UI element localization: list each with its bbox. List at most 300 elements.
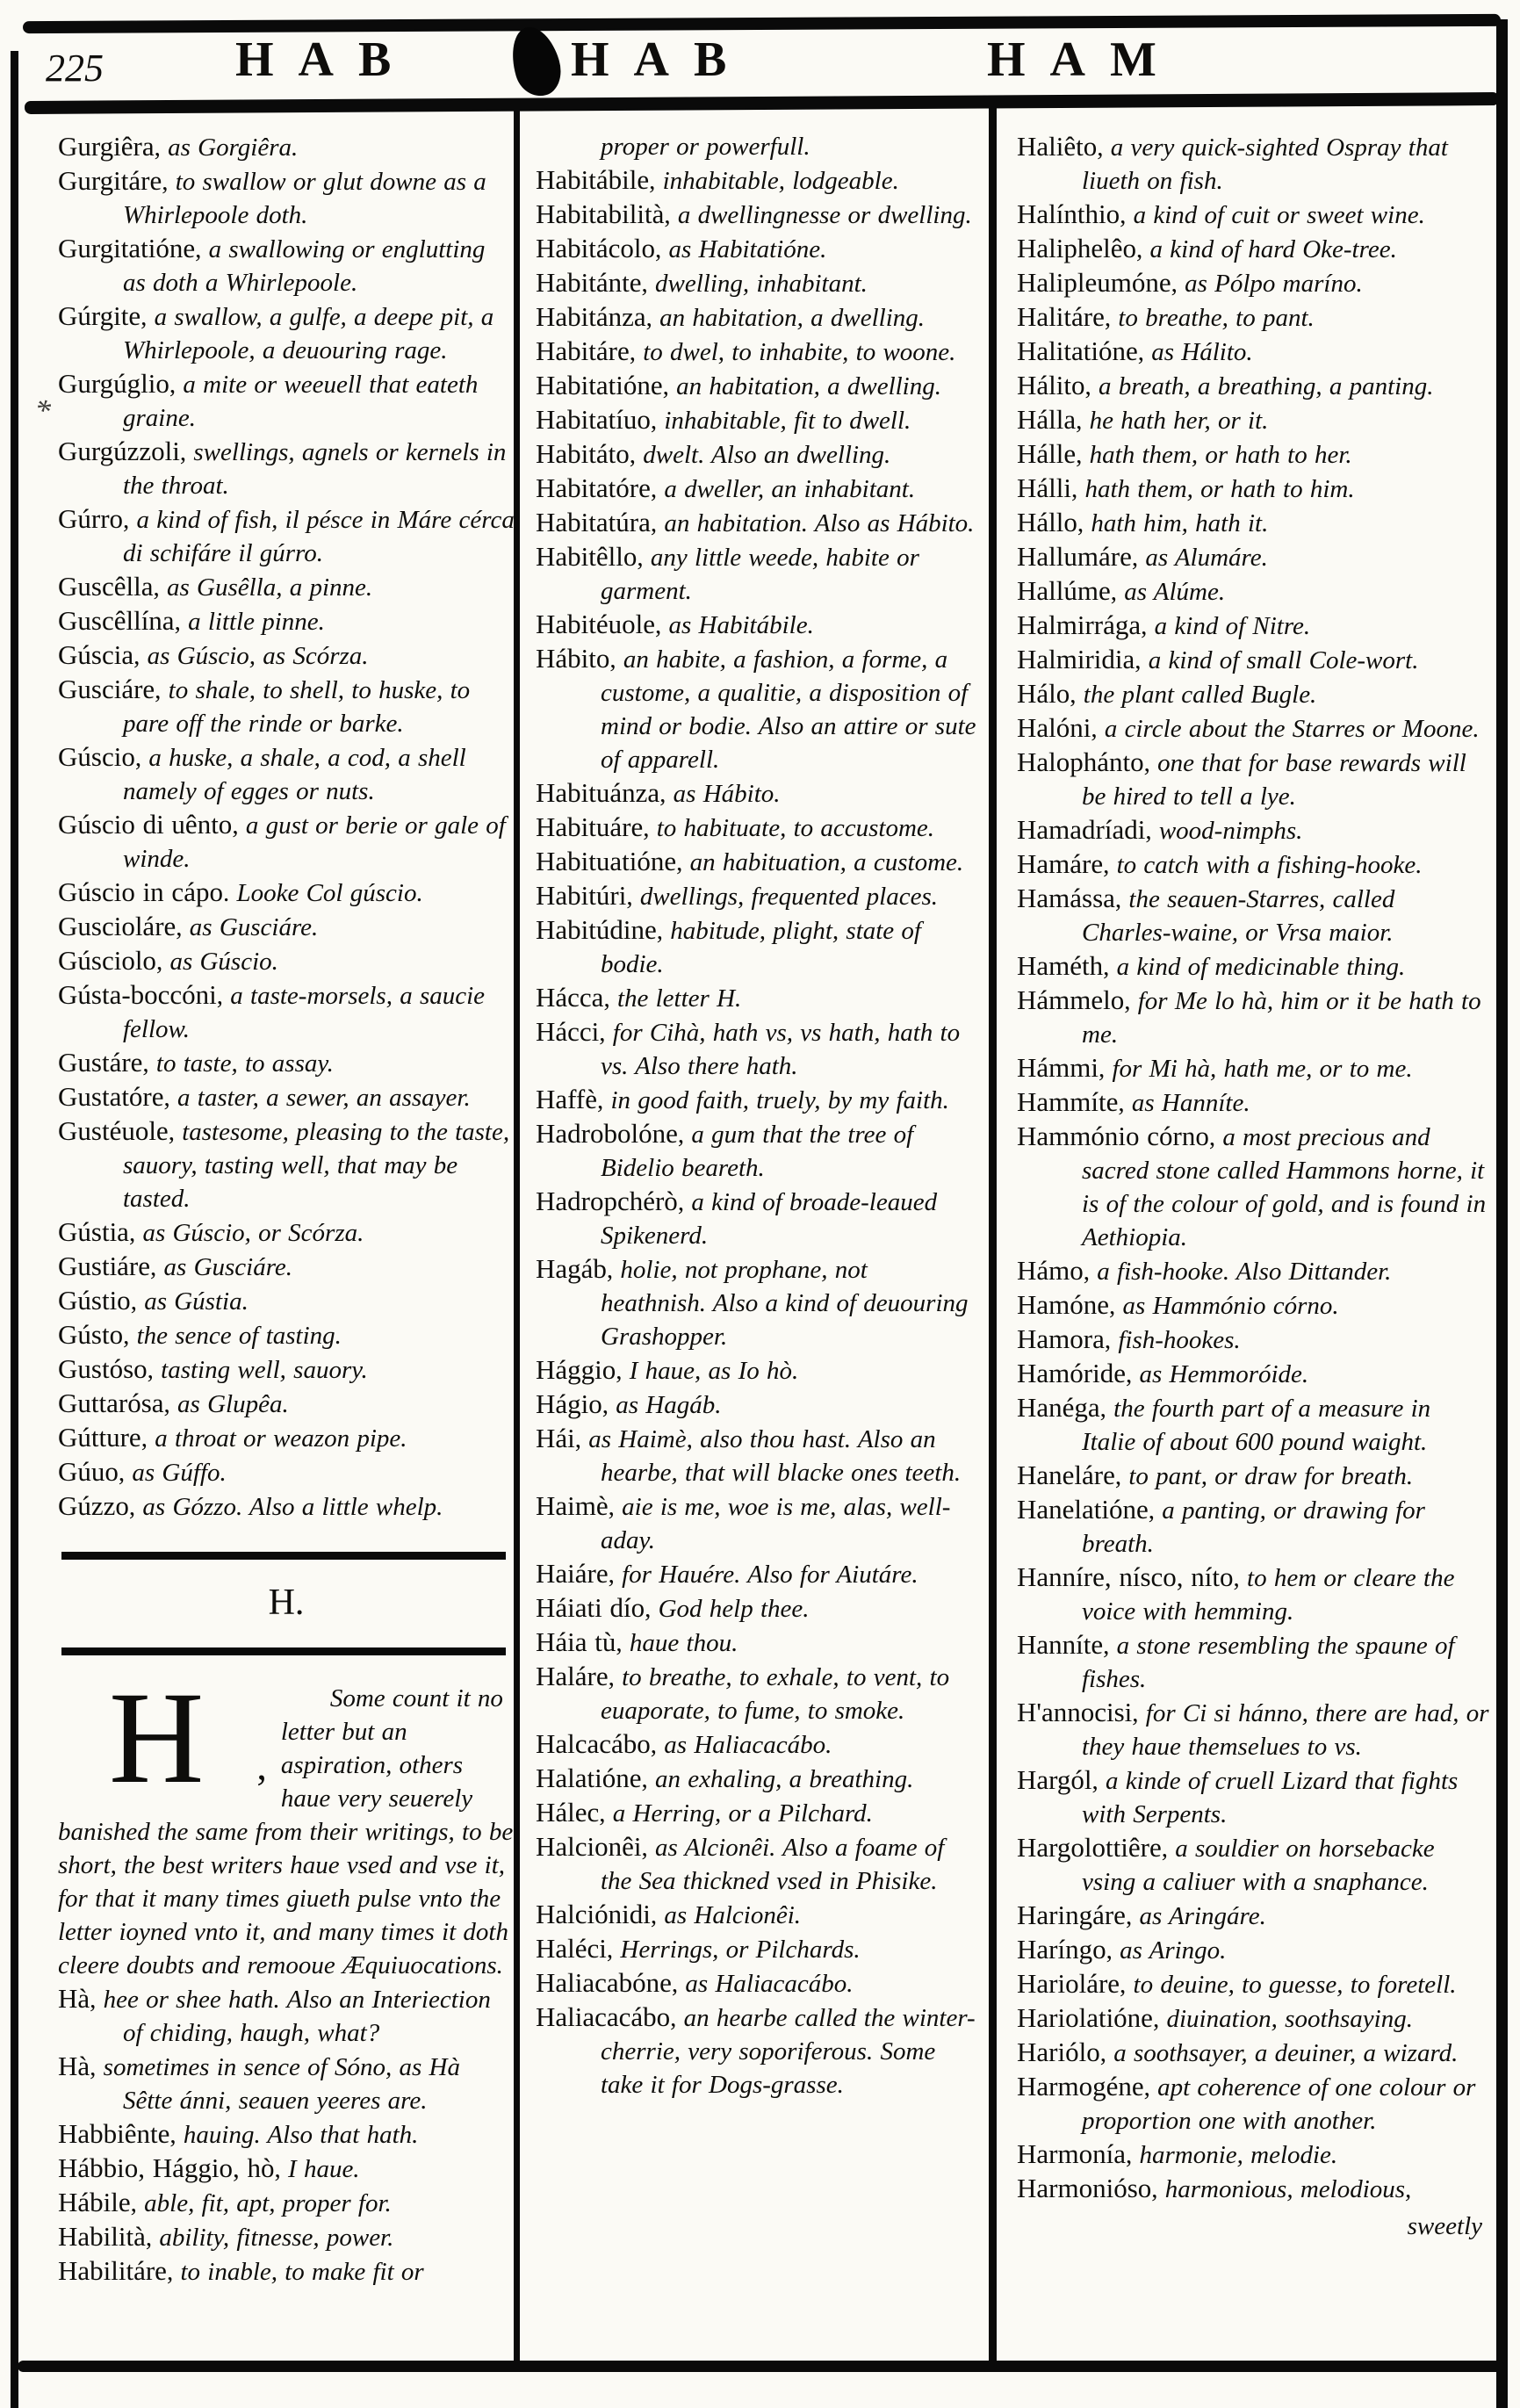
entry-definition: as Habitábile.: [668, 611, 814, 639]
entry-headword: Habitácolo: [536, 233, 656, 263]
entry: [58, 1421, 515, 1455]
entry-headword: Gustiáre: [58, 1251, 151, 1281]
entry-headword: Hálle: [1017, 438, 1077, 469]
entry-definition: as Alumáre.: [1145, 544, 1268, 572]
entry-definition: the sence of tasting.: [136, 1322, 342, 1350]
entry-definition: a kind of broade-leaued Spikenerd.: [601, 1188, 938, 1250]
entry-separator: ,: [616, 1357, 630, 1385]
entry: [536, 608, 979, 642]
entry-separator: ,: [629, 441, 644, 469]
entry-separator: ,: [1143, 2073, 1158, 2102]
entry: [58, 1284, 515, 1318]
entry-headword: Haliacacábo: [536, 2001, 671, 2032]
entry-separator: ,: [1124, 987, 1138, 1015]
entry-separator: ,: [123, 1322, 137, 1350]
entry-definition: wood-nimphs.: [1158, 817, 1303, 845]
entry-definition: as Habitatióne.: [668, 235, 827, 263]
entry-separator: ,: [163, 1084, 178, 1112]
entry-headword: Gusciáre: [58, 674, 155, 704]
entry: [1017, 711, 1489, 746]
entry-separator: ,: [606, 1936, 621, 1964]
entry-headword: Hamáre: [1017, 848, 1104, 879]
entry-headword: Halciónidi: [536, 1899, 651, 1929]
entry-separator: .: [222, 879, 237, 907]
entry-headword: Gúscio di uênto: [58, 809, 233, 840]
entry-separator: ,: [1071, 475, 1085, 503]
entry-separator: ,: [1132, 1699, 1146, 1727]
entry-headword: Hálito: [1017, 370, 1085, 400]
entry: [536, 776, 979, 811]
entry-definition: the seauen-Starres, called Charles-waine, or Vrsa maior.: [1082, 885, 1395, 947]
entry-separator: ,: [1083, 1258, 1098, 1286]
entry: [536, 300, 979, 335]
entry: [58, 876, 515, 910]
entry-headword: Haringáre: [1017, 1900, 1126, 1930]
entry-definition: hauing. Also that hath.: [183, 2121, 419, 2149]
entry-headword: Halitatióne: [1017, 335, 1138, 366]
entry-definition: a dwellingnesse or dwelling.: [677, 201, 972, 229]
entry-headword: Hálec: [536, 1797, 600, 1828]
entry-separator: ,: [1110, 578, 1125, 606]
header-title-left: HAB: [235, 32, 416, 87]
entry-headword: Habituatióne: [536, 846, 677, 876]
entry-headword: Gúuo: [58, 1456, 119, 1487]
entry-separator: ,: [176, 913, 190, 941]
entry-headword: Habitatióne: [536, 370, 663, 400]
entry-definition: hath them, or hath to her.: [1089, 441, 1352, 469]
entry: [58, 1080, 515, 1114]
entry-headword: Habitéuole: [536, 609, 656, 639]
entry-definition: a dweller, an inhabitant.: [664, 475, 916, 503]
entry-separator: ,: [641, 270, 656, 298]
entry-definition: a gum that the tree of Bidelio beareth.: [601, 1121, 914, 1182]
entry-separator: ,: [1145, 817, 1159, 845]
entry-separator: ,: [1148, 1496, 1163, 1525]
entry-definition: as Gúffo.: [132, 1459, 227, 1487]
entry: [536, 1660, 979, 1727]
entry-headword: Hámmelo: [1017, 984, 1125, 1015]
entry-headword: Gustóso: [58, 1353, 148, 1384]
entry: [1017, 1763, 1489, 1831]
entry-headword: Hamadríadi: [1017, 814, 1146, 845]
entry: [1017, 1051, 1489, 1085]
page-number: 225: [46, 47, 104, 90]
entry-headword: Gustatóre: [58, 1081, 164, 1112]
entry-separator: ,: [169, 371, 184, 399]
entry-headword: Habitábile: [536, 164, 650, 195]
entry-definition: a very quick-sighted Ospray that liueth on fish.: [1082, 133, 1448, 195]
entry-separator: ,: [1104, 304, 1119, 332]
entry-separator: ,: [166, 2258, 181, 2286]
entry: [1017, 1696, 1489, 1763]
entry-separator: ,: [608, 1561, 623, 1589]
entry: [536, 506, 979, 540]
entry-separator: ,: [154, 133, 169, 162]
entry-definition: to breathe, to exhale, to vent, to euaporate, to fume, to smoke.: [601, 1663, 950, 1725]
entry-definition: a kind of fish, il pésce in Máre cérca di schifáre il gúrro.: [123, 506, 515, 567]
entry-headword: Gústia: [58, 1216, 129, 1247]
entry-definition: to pant, or draw for breath.: [1128, 1462, 1414, 1490]
entry: [1017, 574, 1489, 609]
entry-definition: a gust or berie or gale of winde.: [123, 811, 506, 873]
entry-separator: ,: [1141, 612, 1155, 640]
entry-definition: the fourth part of a measure in Italie of about 600 pound waight.: [1082, 1395, 1431, 1456]
entry: [58, 673, 515, 740]
entry-separator: ,: [1099, 1395, 1114, 1423]
entry-headword: Haffè: [536, 1084, 597, 1114]
entry-headword: Hà: [58, 1983, 90, 2014]
entry: [58, 1250, 515, 1284]
entry: [58, 299, 515, 367]
entry: [58, 2050, 515, 2117]
entry-definition: as Hábito.: [673, 780, 781, 808]
entry: [1017, 2172, 1489, 2206]
entry: [1017, 609, 1489, 643]
entry: [58, 740, 515, 808]
entry-definition: a Herring, or a Pilchard.: [612, 1799, 873, 1828]
entry: [58, 1982, 515, 2050]
entry-headword: Habitúri: [536, 880, 627, 911]
entry-definition: to shale, to shell, to huske, to pare off the rinde or barke.: [123, 676, 471, 738]
entry-definition: as Gusciáre.: [163, 1253, 293, 1281]
entry-definition: to hem or cleare the voice with hemming.: [1082, 1564, 1455, 1626]
entry-headword: Hariolatióne: [1017, 2002, 1153, 2033]
entry-definition: an habituation, a custome.: [689, 848, 964, 876]
entry-headword: Habbiênte: [58, 2118, 170, 2149]
entry-definition: swellings, agnels or kernels in the throat.: [123, 438, 507, 500]
entry-headword: Haliphelêo: [1017, 233, 1137, 263]
entry: [58, 2186, 515, 2220]
entry: [58, 638, 515, 673]
entry-headword: Habituáre: [536, 811, 644, 842]
entry-headword: Habitatúra: [536, 507, 651, 537]
entry-separator: ,: [664, 201, 678, 229]
entry-headword: Hábito: [536, 643, 610, 674]
entry: [58, 944, 515, 978]
entry-definition: a swallow, a gulfe, a deepe pit, a Whirlepoole, a deuouring rage.: [123, 303, 494, 364]
entry-headword: Hanníre, nísco, níto: [1017, 1561, 1234, 1592]
entry: [58, 1046, 515, 1080]
entry-separator: ,: [659, 780, 674, 808]
entry-separator: ,: [162, 168, 176, 196]
entry-headword: Gúrro: [58, 503, 124, 534]
entry-separator: ,: [677, 1188, 692, 1216]
entry: [536, 266, 979, 300]
entry-definition: as Gúscio.: [169, 948, 278, 976]
entry-headword: Gúsciolo: [58, 945, 156, 976]
entry-headword: Hallumáre: [1017, 541, 1132, 572]
entry: [1017, 335, 1489, 369]
entry: [536, 1830, 979, 1898]
entry-definition: dwelling, inhabitant.: [655, 270, 868, 298]
entry-headword: Hálli: [1017, 472, 1071, 503]
entry-separator: ,: [1084, 372, 1099, 400]
entry-headword: Haléci: [536, 1933, 607, 1964]
entry-separator: ,: [1131, 544, 1146, 572]
entry-separator: ,: [1091, 715, 1105, 743]
entry-definition: as Alúme.: [1124, 578, 1226, 606]
entry-definition: to habituate, to accustome.: [656, 814, 935, 842]
entry-definition: as Alcionêi. Also a foame of the Sea thickned vsed in Phisike.: [601, 1834, 945, 1895]
entry-headword: Gustéuole: [58, 1115, 169, 1146]
entry-definition: a kind of cuit or sweet wine.: [1133, 201, 1425, 229]
entry-separator: ,: [1070, 681, 1084, 709]
entry-definition: as Gústia.: [144, 1287, 249, 1316]
entry-separator: ,: [671, 1970, 686, 1998]
entry-definition: a mite or weeuell that eateth graine.: [123, 371, 479, 432]
entry-headword: Hammíte: [1017, 1086, 1119, 1117]
entry-definition: as Aringo.: [1120, 1936, 1227, 1965]
entry-headword: Harioláre: [1017, 1968, 1120, 1999]
entry: [536, 1422, 979, 1489]
entry-headword: Hammónio córno: [1017, 1121, 1209, 1151]
entry-headword: Haríngo: [1017, 1934, 1106, 1965]
entry-definition: to swallow or glut downe as a Whirlepoole doth.: [123, 168, 486, 229]
entry-headword: Guscioláre: [58, 911, 176, 941]
entry: [1017, 2070, 1489, 2138]
entry-definition: hath him, hath it.: [1091, 509, 1269, 537]
entry: [536, 1796, 979, 1830]
entry-definition: God help thee.: [658, 1595, 810, 1623]
entry-headword: Gútture: [58, 1422, 141, 1453]
entry-headword: Habitáto: [536, 438, 630, 469]
entry-separator: ,: [118, 1459, 133, 1487]
entry-separator: ,: [169, 2121, 184, 2149]
entry-headword: Gúrgite: [58, 300, 141, 331]
entry: [536, 1489, 979, 1557]
entry: [536, 540, 979, 608]
entry: [536, 879, 979, 913]
entry-definition: an exhaling, a breathing.: [655, 1765, 914, 1793]
entry-headword: Harmonía: [1017, 2138, 1126, 2169]
entry-separator: ,: [147, 1356, 162, 1384]
entry: [1017, 643, 1489, 677]
entry: [1017, 1323, 1489, 1357]
entry-separator: ,: [140, 1424, 155, 1453]
entry-separator: ,: [650, 475, 665, 503]
entry-headword: Guscêllína: [58, 605, 175, 636]
entry-definition: as Hálito.: [1151, 338, 1253, 366]
entry-headword: Hácci: [536, 1016, 600, 1047]
entry-separator: ,: [1136, 235, 1150, 263]
entry-definition: I haue, as Io hò.: [629, 1357, 799, 1385]
entry-definition: a taster, a sewer, an assayer.: [177, 1084, 471, 1112]
entry: [536, 1626, 979, 1660]
entry-separator: ,: [662, 372, 677, 400]
drop-cap-comma: ,: [256, 1743, 267, 1788]
entry-definition: a kind of small Cole-wort.: [1148, 646, 1419, 674]
entry: [58, 1352, 515, 1387]
entry-definition: he hath her, or it.: [1089, 407, 1269, 435]
entry-headword: Gústo: [58, 1319, 124, 1350]
entry-headword: Haméth: [1017, 950, 1104, 981]
entry-separator: ,: [1103, 953, 1117, 981]
entry-separator: ,: [168, 1118, 183, 1146]
entry-headword: Gústio: [58, 1285, 131, 1316]
entry: [536, 472, 979, 506]
entry-headword: Habituánza: [536, 777, 660, 808]
entry-headword: Guscêlla: [58, 571, 154, 602]
entry-definition: as Aringáre.: [1139, 1902, 1266, 1930]
entry: [58, 1215, 515, 1250]
entry-definition: dwelt. Also an dwelling.: [643, 441, 891, 469]
entry-definition: tastesome, pleasing to the taste, sauory, tasting well, that may be tasted.: [123, 1118, 510, 1213]
entry: [58, 2117, 515, 2152]
entry-definition: to deuine, to guesse, to foretell.: [1133, 1971, 1457, 1999]
entry-separator: ,: [1152, 2005, 1167, 2033]
entry-separator: ,: [1114, 1462, 1129, 1490]
entry-headword: Hariólo: [1017, 2037, 1100, 2067]
entry: [1017, 1628, 1489, 1696]
entry-headword: Hái: [536, 1423, 575, 1453]
entry-headword: Gústa-boccóni: [58, 979, 217, 1010]
entry: [58, 978, 515, 1046]
entry-definition: as Haliacacábo.: [664, 1731, 832, 1759]
entry-headword: Hanelatióne: [1017, 1494, 1149, 1525]
entry-separator: ,: [123, 506, 137, 534]
entry-definition: apt coherence of one colour or proportion one with another.: [1082, 2073, 1476, 2135]
entry-separator: ,: [1097, 133, 1111, 162]
entry: [536, 335, 979, 369]
entry-headword: Gurgitáre: [58, 165, 162, 196]
entry-definition: to dwel, to inhabite, to woone.: [643, 338, 956, 366]
entry-separator: ,: [1091, 1767, 1106, 1795]
entry: [1017, 1288, 1489, 1323]
entry-headword: Haláre: [536, 1661, 609, 1691]
entry-definition: proper or powerfull.: [601, 133, 810, 161]
entry: [1017, 1493, 1489, 1561]
entry-definition: a huske, a shale, a cod, a shell namely of egges or nuts.: [123, 744, 466, 805]
entry-separator: ,: [626, 883, 640, 911]
entry-separator: ,: [1118, 1089, 1132, 1117]
entry-headword: Hálo: [1017, 678, 1070, 709]
entry-separator: ,: [650, 509, 665, 537]
entry-definition: as Gorgiêra.: [168, 133, 299, 162]
entry: [536, 437, 979, 472]
entry-headword: Guttarósa: [58, 1388, 164, 1418]
header-rule: [25, 92, 1499, 114]
entry-separator: ,: [656, 917, 671, 945]
entry-definition: as Gusêlla, a pinne.: [166, 573, 373, 602]
entry-definition: holie, not prophane, not heathnish. Also a kind of deuouring Grashopper.: [601, 1256, 969, 1351]
entry-separator: ,: [1103, 1632, 1117, 1660]
entry: [58, 2220, 515, 2254]
entry-separator: ,: [216, 982, 231, 1010]
entry: [536, 642, 979, 776]
entry: [1017, 300, 1489, 335]
entry-headword: Hámmi: [1017, 1052, 1099, 1083]
page-border-left: [11, 51, 18, 2408]
entry-headword: Habitáre: [536, 335, 630, 366]
entry-separator: ,: [650, 1901, 665, 1929]
entry-separator: ,: [603, 984, 617, 1013]
entry: [1017, 1561, 1489, 1628]
entry-headword: Hállo: [1017, 507, 1077, 537]
entry-headword: Gurgúglio: [58, 368, 169, 399]
entry-separator: ,: [599, 1019, 613, 1047]
entry-separator: ,: [1106, 1936, 1120, 1965]
entry-headword: Hácca: [536, 982, 604, 1013]
entry-definition: fish-hookes.: [1118, 1326, 1241, 1354]
entry-separator: ,: [649, 167, 663, 195]
entry: [1017, 403, 1489, 437]
entry-separator: ,: [130, 1287, 145, 1316]
entry: [536, 369, 979, 403]
entry-separator: ,: [1120, 201, 1134, 229]
entry-headword: Hamóride: [1017, 1358, 1126, 1388]
entry-definition: a taste-morsels, a saucie fellow.: [123, 982, 486, 1043]
entry-headword: Gurgiêra: [58, 131, 155, 162]
entry-definition: as Haliacacábo.: [685, 1970, 854, 1998]
entry-separator: ,: [1161, 1835, 1176, 1863]
entry: [536, 1185, 979, 1252]
entry: [1017, 949, 1489, 984]
entry-separator: ,: [655, 611, 669, 639]
entry: [1017, 1085, 1489, 1120]
entry: [536, 811, 979, 845]
entry: [58, 1455, 515, 1489]
entry-definition: a souldier on horsebacke vsing a caliuer with a snaphance.: [1082, 1835, 1435, 1896]
entry-headword: Halmirrága: [1017, 609, 1142, 640]
entry-separator: ,: [650, 1731, 665, 1759]
entry-definition: as Glupêa.: [177, 1390, 289, 1418]
entry: [58, 1387, 515, 1421]
entry-headword: Hágio: [536, 1388, 602, 1419]
entry-definition: a kind of Nitre.: [1154, 612, 1311, 640]
section-rule: [61, 1647, 506, 1655]
entry: [58, 570, 515, 604]
entry: [58, 2152, 515, 2186]
top-rule: [23, 14, 1501, 33]
entry: [536, 845, 979, 879]
entry-separator: ,: [1114, 885, 1129, 913]
entry-definition: for Me lo hà, him or it be hath to me.: [1082, 987, 1481, 1049]
entry: [1017, 1120, 1489, 1254]
entry-headword: Gúscio: [58, 741, 135, 772]
entry-headword: Hamora: [1017, 1323, 1105, 1354]
entry: [1017, 437, 1489, 472]
entry-definition: as Haimè, also thou hast. Also an hearbe, that will blacke ones teeth.: [588, 1425, 962, 1487]
entry: [536, 1762, 979, 1796]
entry-definition: as Hammónio córno.: [1122, 1292, 1339, 1320]
entry-separator: ,: [1076, 441, 1090, 469]
entry-headword: Hadropchérò: [536, 1186, 678, 1216]
entry-separator: ,: [1104, 1326, 1119, 1354]
entry: [536, 1932, 979, 1966]
entry-headword: Hà: [58, 2051, 90, 2081]
entry-headword: Gustáre: [58, 1047, 143, 1078]
entry-separator: ,: [677, 1121, 692, 1149]
entry-separator: ,: [1125, 1360, 1140, 1388]
column-3: [1017, 130, 1489, 2357]
entry-headword: Haimè: [536, 1490, 609, 1521]
entry: [536, 1591, 979, 1626]
column-divider-1: [514, 106, 520, 2362]
ink-blot-icon: [504, 21, 567, 101]
drop-cap: H: [109, 1665, 205, 1811]
entry-definition: habitude, plight, state of bodie.: [601, 917, 921, 978]
entry-headword: H'annocisi: [1017, 1697, 1133, 1727]
entry-definition: hath them, or hath to him.: [1084, 475, 1355, 503]
entry-separator: ,: [128, 1493, 143, 1521]
entry-definition: as Gúscio, as Scórza.: [147, 642, 369, 670]
entry-definition: a kind of hard Oke-tree.: [1149, 235, 1397, 263]
entry: [1017, 1254, 1489, 1288]
entry-separator: ,: [128, 1219, 143, 1247]
entry-headword: Halcionêi: [536, 1831, 642, 1862]
entry-headword: Hagáb: [536, 1253, 607, 1284]
entry-separator: ,: [670, 2004, 684, 2032]
